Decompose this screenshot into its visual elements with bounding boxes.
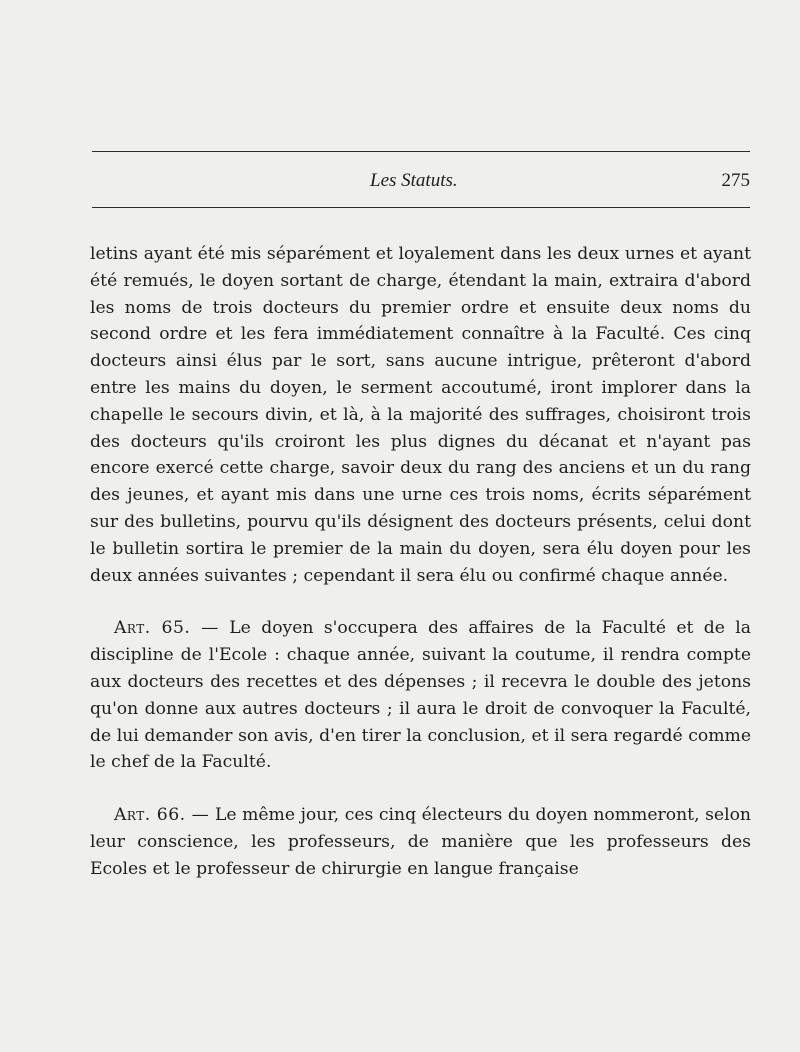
paragraph-text: Le doyen s'occupera des affaires de la Faculté et de la discipline de l'Ecole : chaque année, suivant la coutume, il rendra compte aux docteurs des recettes et des dépenses ; il recevra le double des jetons qu'on donne aux autres docteurs ; il aura le droit de convoquer la Faculté, de lui demander son avis, d'en tirer la conclusion, et il sera regardé comme le chef de la Faculté.: [90, 618, 752, 773]
paragraph-art-66: [90, 802, 751, 882]
paragraph-continuation: [90, 241, 751, 589]
page-body: [90, 241, 751, 883]
header-bottom-rule: [92, 207, 750, 208]
header-top-rule: [92, 151, 750, 152]
article-label: Art. 65. —: [114, 618, 219, 639]
paragraph-text: letins ayant été mis séparément et loyalement dans les deux urnes et ayant été remués, le doyen sortant de charge, étendant la main, extraira d'abord les noms de trois docteurs du premier ordre et ensuite deux noms du second ordre et les fera immédiatement connaître à la Faculté. Ces cinq docteurs ainsi élus par le sort, sans aucune intrigue, prêteront d'abord entre les mains du doyen, le serment accoutumé, iront implorer dans la chapelle le secours divin, et là, à la majorité des suffrages, choisiront trois des docteurs qu'ils croiront les plus dignes du décanat et n'ayant pas encore exercé cette charge, savoir deux du rang des anciens et un du rang des jeunes, et ayant mis dans une urne ces trois noms, écrits séparément sur des bulletins, pourvu qu'ils désignent des docteurs présents, celui dont le bulletin sortira le premier de la main du doyen, sera élu doyen pour les deux années suivantes ; cependant il sera élu ou confirmé chaque année.: [90, 244, 751, 586]
article-label: Art. 66. —: [114, 805, 210, 826]
paragraph-text: Le même jour, ces cinq électeurs du doyen nommeront, selon leur conscience, les professeurs, de manière que les professeurs des Ecoles et le professeur de chirurgie en langue française: [90, 805, 752, 879]
running-header-title: Les Statuts.: [370, 170, 458, 191]
paragraph-art-65: [90, 615, 751, 776]
page-number: 275: [721, 170, 750, 191]
